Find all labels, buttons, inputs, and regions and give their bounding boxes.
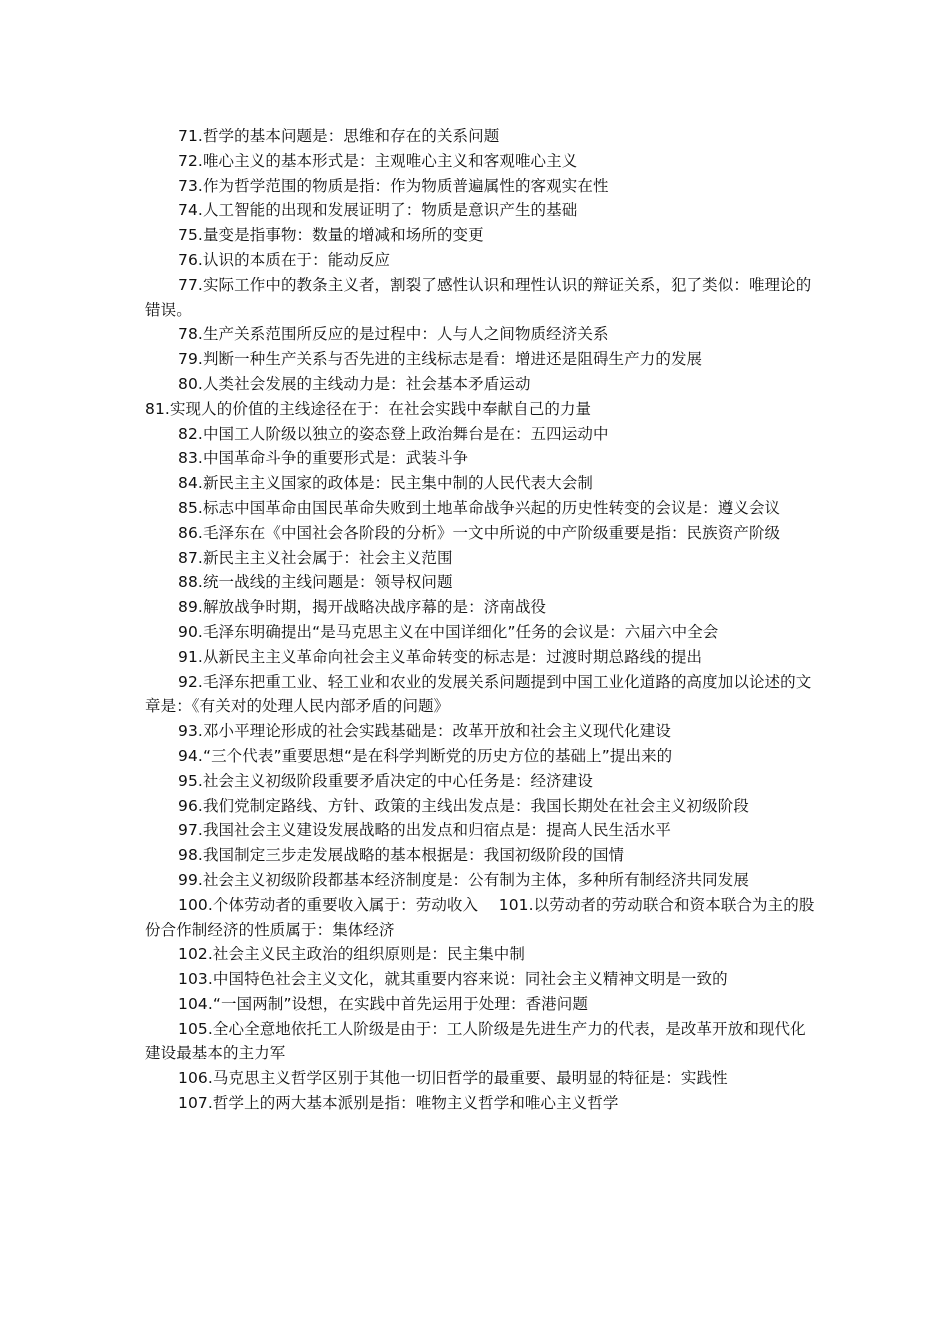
paragraph-85: 85.标志中国革命由国民革命失败到土地革命战争兴起的历史性转变的会议是：遵义会议 (178, 498, 781, 517)
paragraph-71: 71.哲学的基本问题是：思维和存在的关系问题 (178, 127, 500, 145)
paragraph-102: 102.社会主义民主政治的组织原则是：民主集中制 (178, 945, 525, 964)
paragraph-98: 98.我国制定三步走发展战略的基本根据是：我国初级阶段的国情 (178, 846, 625, 865)
paragraph-89: 89.解放战争时期，揭开战略决战序幕的是：济南战役 (178, 598, 547, 617)
paragraph-96: 96.我们党制定路线、方针、政策的主线出发点是：我国长期处在社会主义初级阶段 (178, 796, 749, 815)
paragraph-94: 94.“三个代表”重要思想“是在科学判断党的历史方位的基础上”提出来的 (178, 746, 673, 765)
paragraph-72: 72.唯心主义的基本形式是：主观唯心主义和客观唯心主义 (178, 151, 578, 170)
paragraph-86: 86.毛泽东在《中国社会各阶段的分析》一文中所说的中产阶级重要是指：民族资产阶级 (178, 523, 781, 542)
paragraph-83: 83.中国革命斗争的重要形式是：武装斗争 (178, 449, 469, 468)
paragraph-105: 105.全心全意地依托工人阶级是由于：工人阶级是先进生产力的代表，是改革开放和现代化建设最基本的主力军 (145, 1019, 806, 1063)
paragraph-91: 91.从新民主主义革命向社会主义革命转变的标志是：过渡时期总路线的提出 (178, 647, 703, 666)
paragraph-103: 103.中国特色社会主义文化，就其重要内容来说：同社会主义精神文明是一致的 (178, 970, 728, 989)
paragraph-95: 95.社会主义初级阶段重要矛盾决定的中心任务是：经济建设 (178, 771, 593, 790)
paragraph-99: 99.社会主义初级阶段都基本经济制度是：公有制为主体，多种所有制经济共同发展 (178, 870, 749, 889)
paragraph-75: 75.量变是指事物：数量的增减和场所的变更 (178, 226, 484, 245)
paragraph-100: 100.个体劳动者的重要收入属于：劳动收入 101.以劳动者的劳动联合和资本联合为主的股份合作制经济的性质属于：集体经济 (145, 895, 815, 939)
paragraph-82: 82.中国工人阶级以独立的姿态登上政治舞台是在：五四运动中 (178, 424, 609, 443)
paragraph-97: 97.我国社会主义建设发展战略的出发点和归宿点是：提高人民生活水平 (178, 821, 671, 840)
paragraph-76: 76.认识的本质在于：能动反应 (178, 250, 391, 269)
paragraph-88: 88.统一战线的主线问题是：领导权问题 (178, 573, 453, 592)
paragraph-78: 78.生产关系范围所反应的是过程中：人与人之间物质经济关系 (178, 325, 609, 344)
paragraph-84: 84.新民主主义国家的政体是：民主集中制的人民代表大会制 (178, 474, 593, 493)
paragraph-90: 90.毛泽东明确提出“是马克思主义在中国详细化”任务的会议是：六届六中全会 (178, 622, 719, 641)
paragraph-87: 87.新民主主义社会属于：社会主义范围 (178, 548, 453, 567)
paragraph-106: 106.马克思主义哲学区别于其他一切旧哲学的最重要、最明显的特征是：实践性 (178, 1069, 728, 1088)
paragraph-74: 74.人工智能的出现和发展证明了：物质是意识产生的基础 (178, 201, 578, 220)
paragraph-92: 92.毛泽东把重工业、轻工业和农业的发展关系问题提到中国工业化道路的高度加以论述的文章是：《有关对的处理人民内部矛盾的问题》 (145, 672, 812, 716)
document-body (145, 124, 817, 1116)
paragraph-73: 73.作为哲学范围的物质是指：作为物质普遍属性的客观实在性 (178, 176, 609, 195)
paragraph-107: 107.哲学上的两大基本派别是指：唯物主义哲学和唯心主义哲学 (178, 1094, 619, 1113)
paragraph-80: 80.人类社会发展的主线动力是：社会基本矛盾运动 (178, 374, 531, 393)
paragraph-93: 93.邓小平理论形成的社会实践基础是：改革开放和社会主义现代化建设 (178, 722, 671, 741)
paragraph-77: 77.实际工作中的教条主义者，割裂了感性认识和理性认识的辩证关系，犯了类似：唯理论的错误。 (145, 275, 812, 319)
paragraph-81: 81.实现人的价值的主线途径在于：在社会实践中奉献自己的力量 (145, 399, 592, 418)
paragraph-104: 104.“一国两制”设想，在实践中首先运用于处理：香港问题 (178, 994, 588, 1013)
paragraph-79: 79.判断一种生产关系与否先进的主线标志是看：增进还是阻碍生产力的发展 (178, 350, 703, 369)
